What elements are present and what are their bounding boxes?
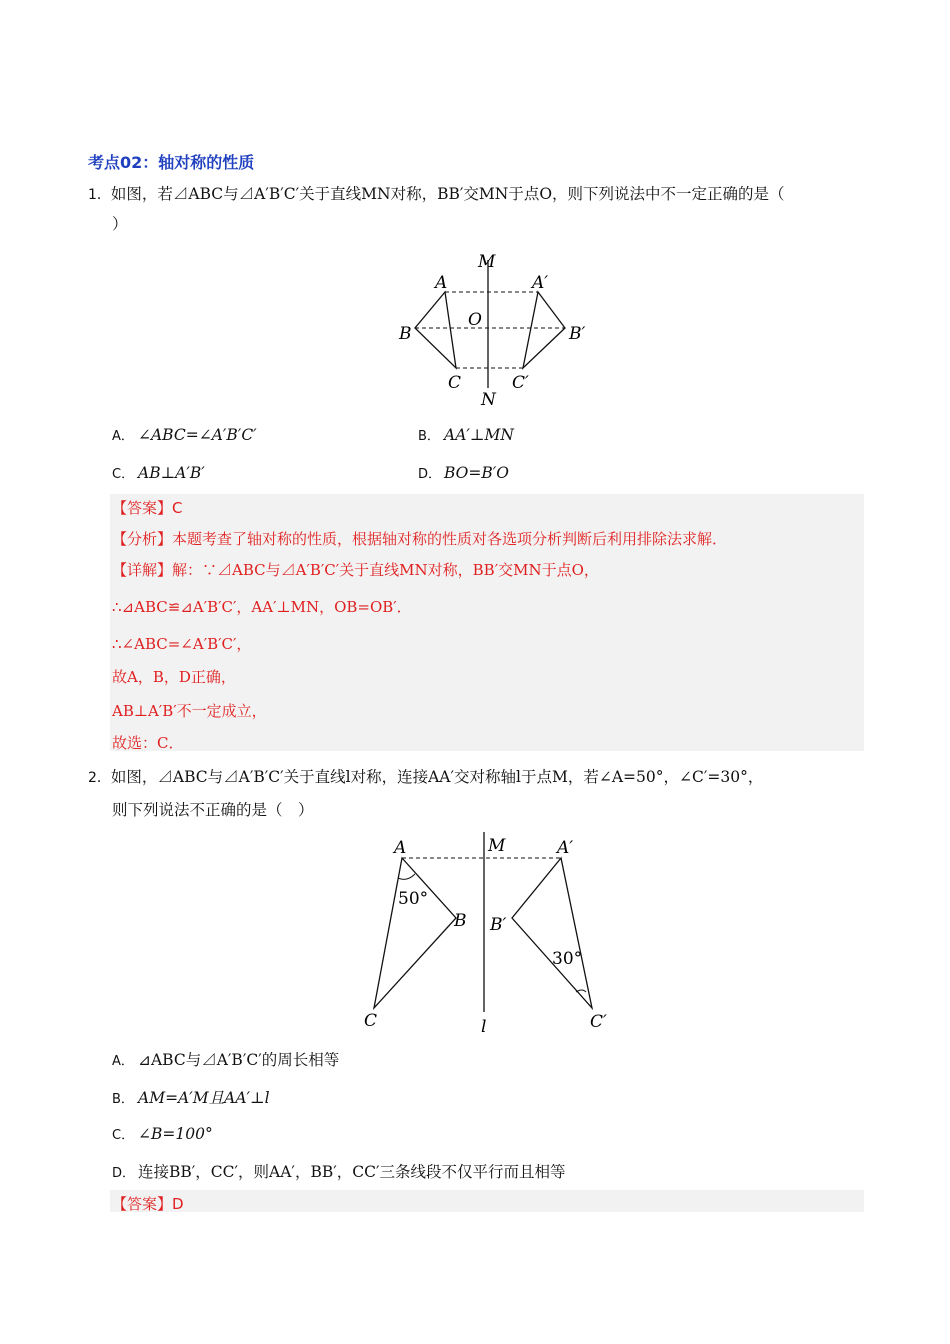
q1-detail-line3: ∴∠ABC=∠A′B′C′，: [112, 635, 252, 653]
q1-answer: 【答案】C: [112, 499, 183, 517]
label-o: O: [468, 310, 482, 330]
q1-detail-line4: 故A，B，D正确，: [112, 668, 236, 686]
q2-stem-line2: 则下列说法不正确的是（ ）: [112, 801, 314, 819]
q2-option-d: D． 连接BB′，CC′，则AA′，BB′，CC′三条线段不仅平行而且相等: [112, 1163, 566, 1181]
label-c1: C′: [512, 373, 529, 393]
q2-figure: [360, 830, 620, 1040]
q1-option-b: B． AA′⊥MN: [418, 426, 514, 444]
label-a: A: [435, 273, 448, 293]
label-c2: C: [364, 1011, 378, 1031]
label-b: B: [399, 324, 412, 344]
q1-analysis: 【分析】本题考查了轴对称的性质，根据轴对称的性质对各选项分析判断后利用排除法求解．: [112, 530, 728, 548]
section-title: 考点02：轴对称的性质: [88, 153, 255, 172]
q1-figure: [390, 248, 600, 413]
label-a2: A: [394, 838, 407, 858]
label-a1: A′: [532, 273, 549, 293]
q1-option-d: D． BO=B′O: [418, 464, 509, 482]
q2-answer: 【答案】D: [112, 1195, 184, 1213]
q2-stem-line1: 如图，⊿ABC与⊿A′B′C′关于直线l对称，连接AA′交对称轴l于点M，若∠A=50°，∠C′=30°，: [110, 768, 764, 786]
label-m2: M: [488, 836, 506, 856]
label-c1-2: C′: [590, 1012, 607, 1032]
q1-stem-line1: 如图，若⊿ABC与⊿A′B′C′关于直线MN对称，BB′交MN于点O，则下列说法中不一定正确的是（: [110, 185, 785, 203]
q2-option-b: B． AM=A′M且AA′⊥l: [112, 1089, 270, 1107]
label-b1-2: B′: [490, 915, 507, 935]
label-angle-30: 30°: [552, 949, 583, 969]
triangle-abc: [415, 292, 456, 368]
q1-option-c: C． AB⊥A′B′: [112, 464, 205, 482]
q2-option-c: C． ∠B=100°: [112, 1125, 213, 1143]
label-l: l: [481, 1017, 487, 1037]
q1-number: 1．: [88, 187, 111, 203]
label-n: N: [481, 390, 496, 410]
q2-stem: [88, 766, 763, 789]
q1-detail-line6: 故选：C．: [112, 734, 184, 752]
triangle-abc2: [374, 858, 456, 1008]
angle-arc-a: [398, 874, 415, 879]
label-c: C: [448, 373, 462, 393]
label-m: M: [478, 252, 496, 272]
label-b1: B′: [569, 324, 586, 344]
label-a1-2: A′: [557, 838, 574, 858]
q2-answer-box: [110, 1190, 864, 1212]
q1-detail-line5: AB⊥A′B′不一定成立，: [112, 702, 267, 720]
q1-stem-line2: ）: [112, 215, 128, 233]
q1-option-a: A． ∠ABC=∠A′B′C′: [112, 426, 257, 444]
label-b2: B: [454, 911, 467, 931]
triangle-a1b1c1-2: [512, 858, 592, 1008]
label-angle-50: 50°: [398, 889, 429, 909]
q2-option-a: A． ⊿ABC与⊿A′B′C′的周长相等: [112, 1051, 340, 1069]
q1-detail: 【详解】解：∵⊿ABC与⊿A′B′C′关于直线MN对称，BB′交MN于点O，: [112, 561, 599, 579]
q1-stem: [88, 183, 785, 206]
q2-number: 2．: [88, 770, 111, 786]
q1-detail-line2: ∴⊿ABC≌⊿A′B′C′，AA′⊥MN，OB=OB′．: [112, 598, 412, 616]
triangle-a1b1c1: [523, 292, 565, 368]
